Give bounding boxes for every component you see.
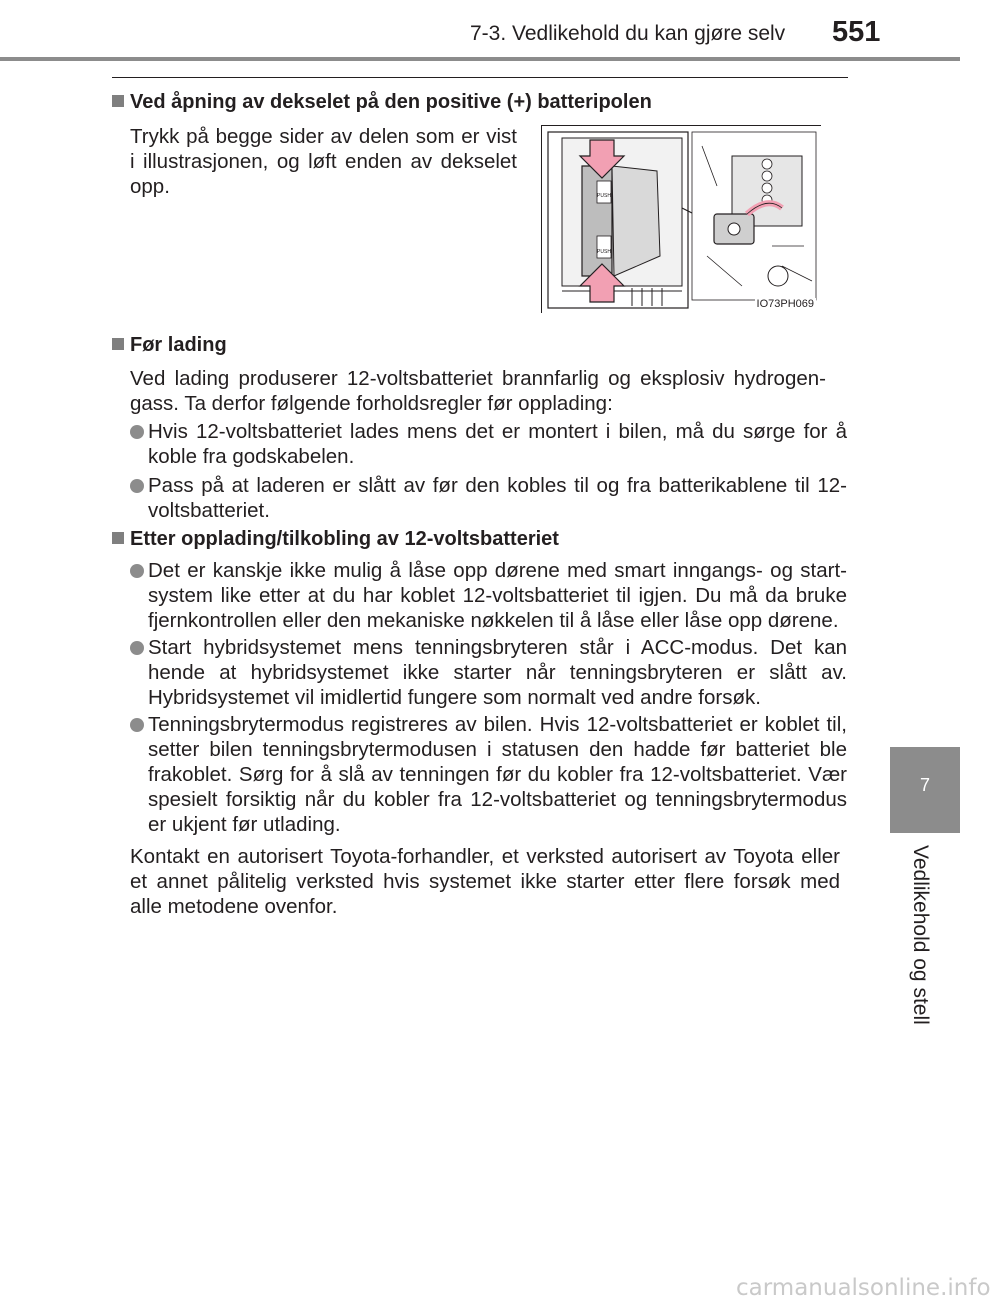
bullet-dot-icon: [130, 479, 144, 493]
square-bullet-icon: [112, 338, 124, 350]
section-heading: [112, 333, 227, 358]
section-heading: [112, 90, 652, 115]
header-underline: [112, 77, 848, 78]
page-number: 551: [832, 16, 881, 48]
bullet-line: frakoblet. Sørg for å slå av tenningen før du kobler fra 12-voltsbatteriet. Vær: [148, 763, 847, 786]
bullet-line: Hybridsystemet vil imidlertid fungere som normalt ved andre forsøk.: [148, 686, 761, 709]
push-label-top: PUSH: [597, 193, 611, 199]
bullet-line: er ukjent før utlading.: [148, 813, 341, 836]
bullet-line: Tenningsbrytermodus registreres av bilen. Hvis 12-voltsbatteriet er koblet til,: [148, 713, 847, 736]
section-heading-text: Ved åpning av dekselet på den positive (+) batteripolen: [130, 91, 652, 113]
paragraph-line: opp.: [130, 175, 170, 198]
chapter-tab: [890, 747, 960, 829]
square-bullet-icon: [112, 532, 124, 544]
bullet-line: Pass på at laderen er slått av før den kobles til og fra batterikablene til 12-: [148, 474, 847, 497]
header-rule: [0, 57, 960, 61]
chapter-tab-rule: [890, 829, 960, 833]
bullet-line: hende at hybridsystemet ikke starter når tenningsbryteren er slått av.: [148, 661, 847, 684]
bullet-line: Hvis 12-voltsbatteriet lades mens det er montert i bilen, må du sørge for å: [148, 420, 847, 443]
paragraph-line: gass. Ta derfor følgende forholdsregler før opplading:: [130, 392, 613, 415]
battery-cover-illustration: [541, 125, 821, 313]
bullet-dot-icon: [130, 425, 144, 439]
bullet-line: spesielt forsiktig når du kobler fra 12-voltsbatteriet og tenningsbrytermodus: [148, 788, 847, 811]
paragraph-line: Trykk på begge sider av delen som er vist: [130, 125, 517, 148]
bullet-line: Det er kanskje ikke mulig å låse opp dørene med smart inngangs- og start-: [148, 559, 847, 582]
push-label-bottom: PUSH: [597, 249, 611, 255]
paragraph-line: Kontakt en autorisert Toyota-forhandler, et verksted autorisert av Toyota eller: [130, 845, 840, 868]
chapter-title: Vedlikehold og stell: [909, 845, 932, 1025]
paragraph-line: et annet pålitelig verksted hvis systemet ikke starter etter flere forsøk med: [130, 870, 840, 893]
bullet-dot-icon: [130, 564, 144, 578]
section-heading: [112, 527, 559, 552]
bullet-line: Start hybridsystemet mens tenningsbryteren står i ACC-modus. Det kan: [148, 636, 847, 659]
bullet-line: setter bilen tenningsbrytermodusen i statusen den hadde før batteriet ble: [148, 738, 847, 761]
bullet-line: system like etter at du har koblet 12-voltsbatteriet til igjen. Du må da bruke: [148, 584, 847, 607]
figure-code: IO73PH069: [756, 298, 814, 310]
chapter-number: 7: [919, 775, 930, 795]
bullet-line: voltsbatteriet.: [148, 499, 270, 522]
section-title: 7-3. Vedlikehold du kan gjøre selv: [470, 22, 786, 45]
bullet-line: koble fra godskabelen.: [148, 445, 355, 468]
square-bullet-icon: [112, 95, 124, 107]
battery-terminal-cover-drawing: [542, 126, 822, 314]
paragraph-line: i illustrasjonen, og løft enden av dekselet: [130, 150, 517, 173]
bullet-dot-icon: [130, 718, 144, 732]
bullet-line: fjernkontrollen eller den mekaniske nøkkelen til å låse eller låse opp dørene.: [148, 609, 839, 632]
watermark: carmanualsonline.info: [736, 1275, 991, 1301]
bullet-dot-icon: [130, 641, 144, 655]
paragraph-line: alle metodene ovenfor.: [130, 895, 338, 918]
paragraph-line: Ved lading produserer 12-voltsbatteriet brannfarlig og eksplosiv hydrogen-: [130, 367, 826, 390]
section-heading-text: Etter opplading/tilkobling av 12-voltsbatteriet: [130, 528, 559, 550]
section-heading-text: Før lading: [130, 334, 227, 356]
